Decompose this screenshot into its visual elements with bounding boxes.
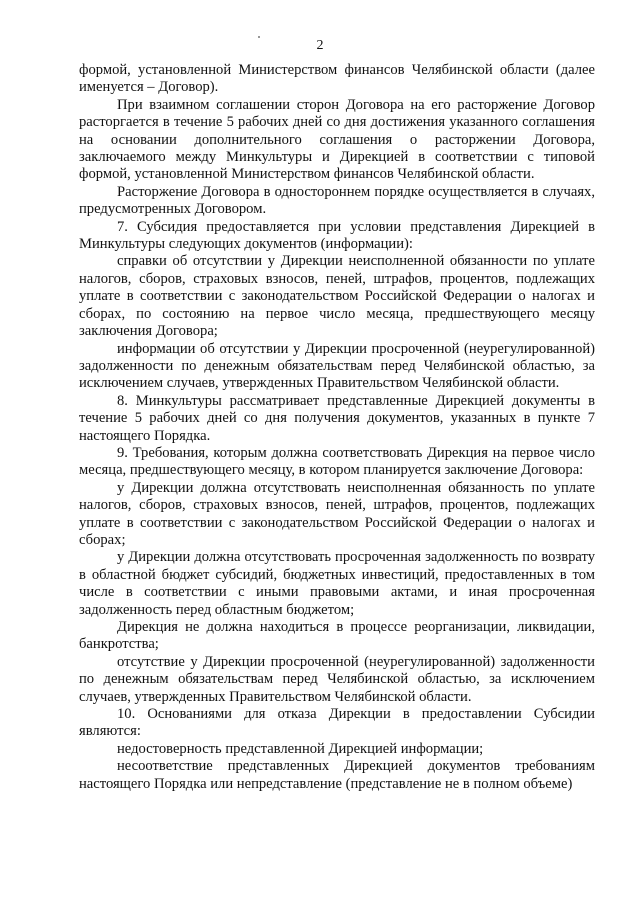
paragraph-no-overdue-obligations: отсутствие у Дирекции просроченной (неурегулированной) задолженности по денежным обязательствам перед Челябинской областью, за исключением случаев, утвержденных Правительством Челябинской области. <box>79 653 595 705</box>
paragraph-clause-8: 8. Минкультуры рассматривает представленные Дирекцией документы в течение 5 рабочих дней со дня получения документов, указанных в пункте 7 настоящего Порядка. <box>79 392 595 444</box>
paragraph-unilateral-termination: Расторжение Договора в одностороннем порядке осуществляется в случаях, предусмотренных Договором. <box>79 183 595 218</box>
paragraph-clause-7: 7. Субсидия предоставляется при условии представления Дирекцией в Минкультуры следующих документов (информации): <box>79 218 595 253</box>
page-number: 2 <box>316 38 324 53</box>
paragraph-clause-10: 10. Основаниями для отказа Дирекции в предоставлении Субсидии являются: <box>79 706 595 740</box>
paragraph-no-reorganization: Дирекция не должна находиться в процессе реорганизации, ликвидации, банкротства; <box>79 619 595 653</box>
paragraph-tax-certificate: справки об отсутствии у Дирекции неисполненной обязанности по уплате налогов, сборов, страховых взносов, пеней, штрафов, процентов, подлежащих уплате в соответствии с законодательством Российской Федерации о налогах и сборах, по состоянию на первое число месяца, предшествующего месяцу заключения Договора; <box>79 253 595 340</box>
paragraph-no-budget-debt: у Дирекции должна отсутствовать просроченная задолженность по возврату в областной бюджет субсидий, бюджетных инвестиций, предоставленных в том числе в соответствии с иными правовыми актами, и иная просроченная задолженность перед областным бюджетом; <box>79 549 595 618</box>
document-body <box>79 62 595 793</box>
paragraph-form-continuation: формой, установленной Министерством финансов Челябинской области (далее именуется – Договор). <box>79 62 595 96</box>
paragraph-nonconforming-documents: несоответствие представленных Дирекцией документов требованиям настоящего Порядка или непредставление (представление не в полном объеме) <box>79 758 595 792</box>
paragraph-no-tax-debt: у Дирекции должна отсутствовать неисполненная обязанность по уплате налогов, сборов, страховых взносов, пеней, штрафов, процентов, подлежащих уплате в соответствии с законодательством Российской Федерации о налогах и сборах; <box>79 479 595 548</box>
paragraph-unreliable-information: недостоверность представленной Дирекцией информации; <box>117 740 484 757</box>
paragraph-debt-information: информации об отсутствии у Дирекции просроченной (неурегулированной) задолженности по денежным обязательствам перед Челябинской областью, за исключением случаев, утвержденных Правительством Челябинской области. <box>79 340 595 392</box>
paragraph-clause-9: 9. Требования, которым должна соответствовать Дирекция на первое число месяца, предшествующего месяцу, в котором планируется заключение Договора: <box>79 444 595 479</box>
paragraph-termination-by-agreement: При взаимном соглашении сторон Договора на его расторжение Договор расторгается в течение 5 рабочих дней со дня достижения указанного соглашения на основании дополнительного соглашения о расторжении Договора, заключаемого между Минкультуры и Дирекцией в соответствии с типовой формой, установленной Министерством финансов Челябинской области. <box>79 96 595 183</box>
